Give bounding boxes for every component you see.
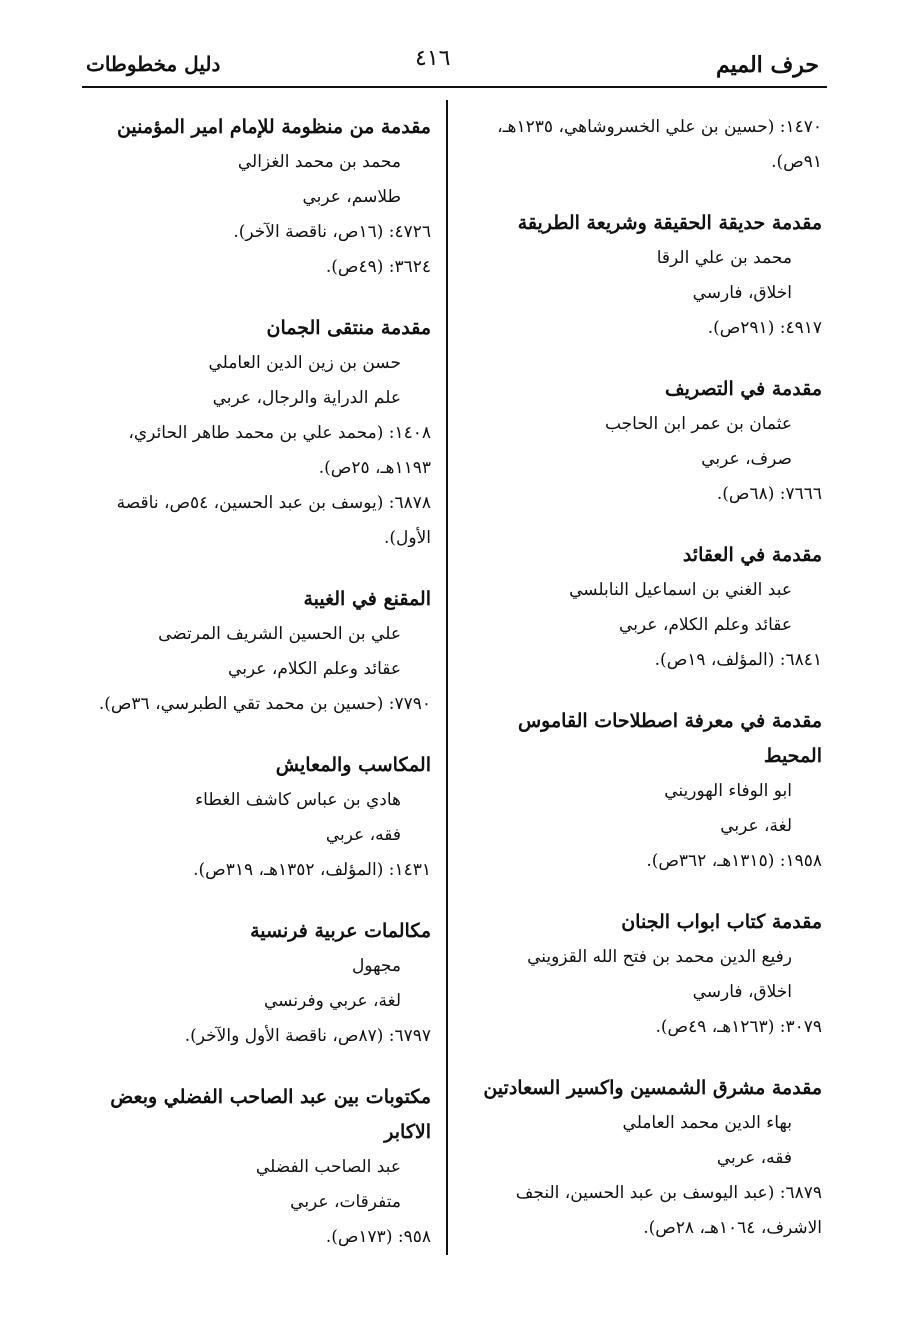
entry-title: مكالمات عربية فرنسية: [250, 920, 431, 942]
entry-author: عبد الغني بن اسماعيل النابلسي: [569, 580, 792, 600]
entry-author: بهاء الدين محمد العاملي: [622, 1113, 792, 1133]
entry-subject: متفرقات، عربي: [290, 1192, 401, 1212]
entry-title: المكاسب والمعايش: [275, 754, 431, 776]
entry-copy: ٤٧٢٦: (١٦ص، ناقصة الآخر).: [233, 222, 431, 242]
entry-author: مجهول: [351, 956, 401, 976]
entry-title: المقنع في الغيبة: [303, 588, 431, 610]
catalog-entry: [81, 110, 431, 285]
catalog-entry: [477, 1071, 822, 1246]
entry-title: مقدمة منتقى الجمان: [266, 317, 431, 339]
entry-title: مقدمة في العقائد: [682, 544, 822, 566]
catalog-entry: [477, 110, 822, 180]
book-title: دليل مخطوطات: [86, 52, 221, 76]
entry-subject: اخلاق، فارسي: [692, 283, 792, 303]
entry-copy: ٣٦٢٤: (٤٩ص).: [325, 257, 431, 277]
entry-copy: ٦٨٧٨: (يوسف بن عبد الحسين، ٥٤ص، ناقصة الأول).: [116, 493, 431, 548]
entry-copy: ١٤٧٠: (حسين بن علي الخسروشاهي، ١٢٣٥هـ، ٩١ص).: [497, 117, 822, 172]
right-column: [477, 110, 822, 1272]
entry-title: مقدمة من منظومة للإمام امير المؤمنين: [116, 116, 431, 138]
entry-title: مكتوبات بين عبد الصاحب الفضلي وبعض الاكابر: [110, 1086, 431, 1143]
entry-copy: ١٩٥٨: (١٣١٥هـ، ٣٦٢ص).: [646, 851, 822, 871]
page-number: ٤١٦: [415, 46, 451, 71]
catalog-entry: [477, 206, 822, 346]
entry-subject: طلاسم، عربي: [302, 187, 401, 207]
entry-subject: علم الدراية والرجال، عربي: [212, 388, 401, 408]
catalog-entry: [477, 538, 822, 678]
entry-title: مقدمة مشرق الشمسين واكسير السعادتين: [483, 1077, 822, 1099]
entry-subject: عقائد وعلم الكلام، عربي: [619, 615, 792, 635]
entry-copy: ٤٩١٧: (٢٩١ص).: [707, 318, 822, 338]
entry-author: علي بن الحسين الشريف المرتضى: [158, 624, 401, 644]
entry-subject: لغة، عربي وفرنسي: [264, 991, 401, 1011]
catalog-entry: [81, 914, 431, 1054]
entry-copy: ٦٨٧٩: (عبد اليوسف بن عبد الحسين، النجف الاشرف، ١٠٦٤هـ، ٢٨ص).: [515, 1183, 822, 1238]
entry-title: مقدمة في معرفة اصطلاحات القاموس المحيط: [517, 710, 822, 767]
section-title: حرف الميم: [715, 52, 819, 78]
entry-author: ابو الوفاء الهوريني: [664, 781, 792, 801]
entry-author: رفيع الدين محمد بن فتح الله القزويني: [527, 947, 792, 967]
entry-subject: فقه، عربي: [325, 825, 401, 845]
catalog-entry: [81, 1080, 431, 1255]
entry-subject: صرف، عربي: [701, 449, 792, 469]
entry-copy: ١٤٣١: (المؤلف، ١٣٥٢هـ، ٣١٩ص).: [193, 860, 431, 880]
entry-subject: لغة، عربي: [720, 816, 792, 836]
entry-subject: عقائد وعلم الكلام، عربي: [228, 659, 401, 679]
entry-copy: ٦٨٤١: (المؤلف، ١٩ص).: [654, 650, 822, 670]
column-divider: [446, 100, 448, 1255]
entry-title: مقدمة كتاب ابواب الجنان: [621, 911, 822, 933]
entry-title: مقدمة حديقة الحقيقة وشريعة الطريقة: [517, 212, 822, 234]
entry-author: محمد بن علي الرقا: [656, 248, 792, 268]
entry-subject: فقه، عربي: [716, 1148, 792, 1168]
entry-copy: ٣٠٧٩: (١٢٦٣هـ، ٤٩ص).: [655, 1017, 822, 1037]
catalog-entry: [477, 905, 822, 1045]
entry-copy: ١٤٠٨: (محمد علي بن محمد طاهر الحائري، ١١٩٣هـ، ٢٥ص).: [128, 423, 431, 478]
entry-author: محمد بن محمد الغزالي: [237, 152, 401, 172]
catalog-entry: [477, 372, 822, 512]
entry-copy: ٦٧٩٧: (٨٧ص، ناقصة الأول والآخر).: [184, 1026, 431, 1046]
catalog-entry: [81, 582, 431, 722]
entry-author: حسن بن زين الدين العاملي: [208, 353, 401, 373]
page-header: [0, 0, 909, 95]
entry-copy: ٧٦٦٦: (٦٨ص).: [716, 484, 822, 504]
entry-copy: ٩٥٨: (١٧٣ص).: [325, 1227, 431, 1247]
header-rule: [82, 86, 827, 88]
left-column: [81, 110, 431, 1281]
entry-author: عبد الصاحب الفضلي: [255, 1157, 401, 1177]
entry-copy: ٧٧٩٠: (حسين بن محمد تقي الطبرسي، ٣٦ص).: [98, 694, 431, 714]
entry-author: عثمان بن عمر ابن الحاجب: [604, 414, 792, 434]
catalog-entry: [477, 704, 822, 879]
catalog-entry: [81, 748, 431, 888]
entry-title: مقدمة في التصريف: [665, 378, 822, 400]
catalog-entry: [81, 311, 431, 556]
entry-author: هادي بن عباس كاشف الغطاء: [195, 790, 401, 810]
entry-subject: اخلاق، فارسي: [692, 982, 792, 1002]
